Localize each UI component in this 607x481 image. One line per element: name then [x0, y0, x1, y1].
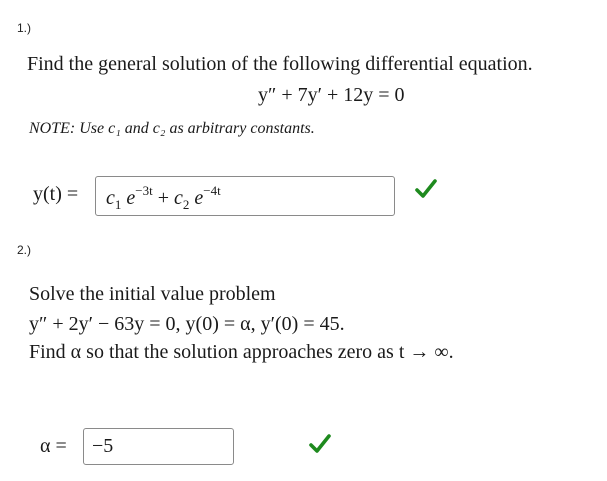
problem-1-equation: y″ + 7y′ + 12y = 0 — [258, 84, 405, 106]
term1-base: e — [126, 187, 136, 209]
problem-2-number: 2.) — [17, 243, 32, 257]
problem-1-correct-check-icon — [413, 176, 439, 202]
term2-sub: 2 — [182, 197, 190, 212]
problem-2-correct-check-icon — [307, 431, 333, 457]
problem-1-number: 1.) — [17, 21, 32, 35]
problem-1-answer-label: y(t) = — [33, 183, 79, 205]
problem-2-answer-field[interactable] — [83, 428, 234, 465]
problem-1-answer-value — [106, 183, 221, 213]
term1-exp: −3t — [135, 183, 153, 198]
term2-exp: −4t — [203, 183, 221, 198]
problem-1-note: NOTE: Use c₁ and c₂ as arbitrary constants. — [29, 120, 315, 137]
problem-1-prompt: Find the general solution of the following differential equation. — [27, 53, 533, 75]
term2-coeff: c — [174, 187, 183, 209]
problem-2-line-3: Find α so that the solution approaches zero as t → ∞. — [29, 341, 454, 363]
term1-coeff: c — [106, 187, 115, 209]
problem-1-answer-field[interactable] — [95, 176, 395, 216]
problem-2-line-2: y″ + 2y′ − 63y = 0, y(0) = α, y′(0) = 45. — [29, 313, 345, 335]
plus-sign: + — [157, 187, 170, 209]
term1-sub: 1 — [114, 197, 122, 212]
problem-2-answer-label: α = — [40, 435, 67, 457]
problem-2-answer-value: −5 — [92, 435, 114, 457]
term2-base: e — [194, 187, 204, 209]
problem-2-line-1: Solve the initial value problem — [29, 283, 276, 305]
